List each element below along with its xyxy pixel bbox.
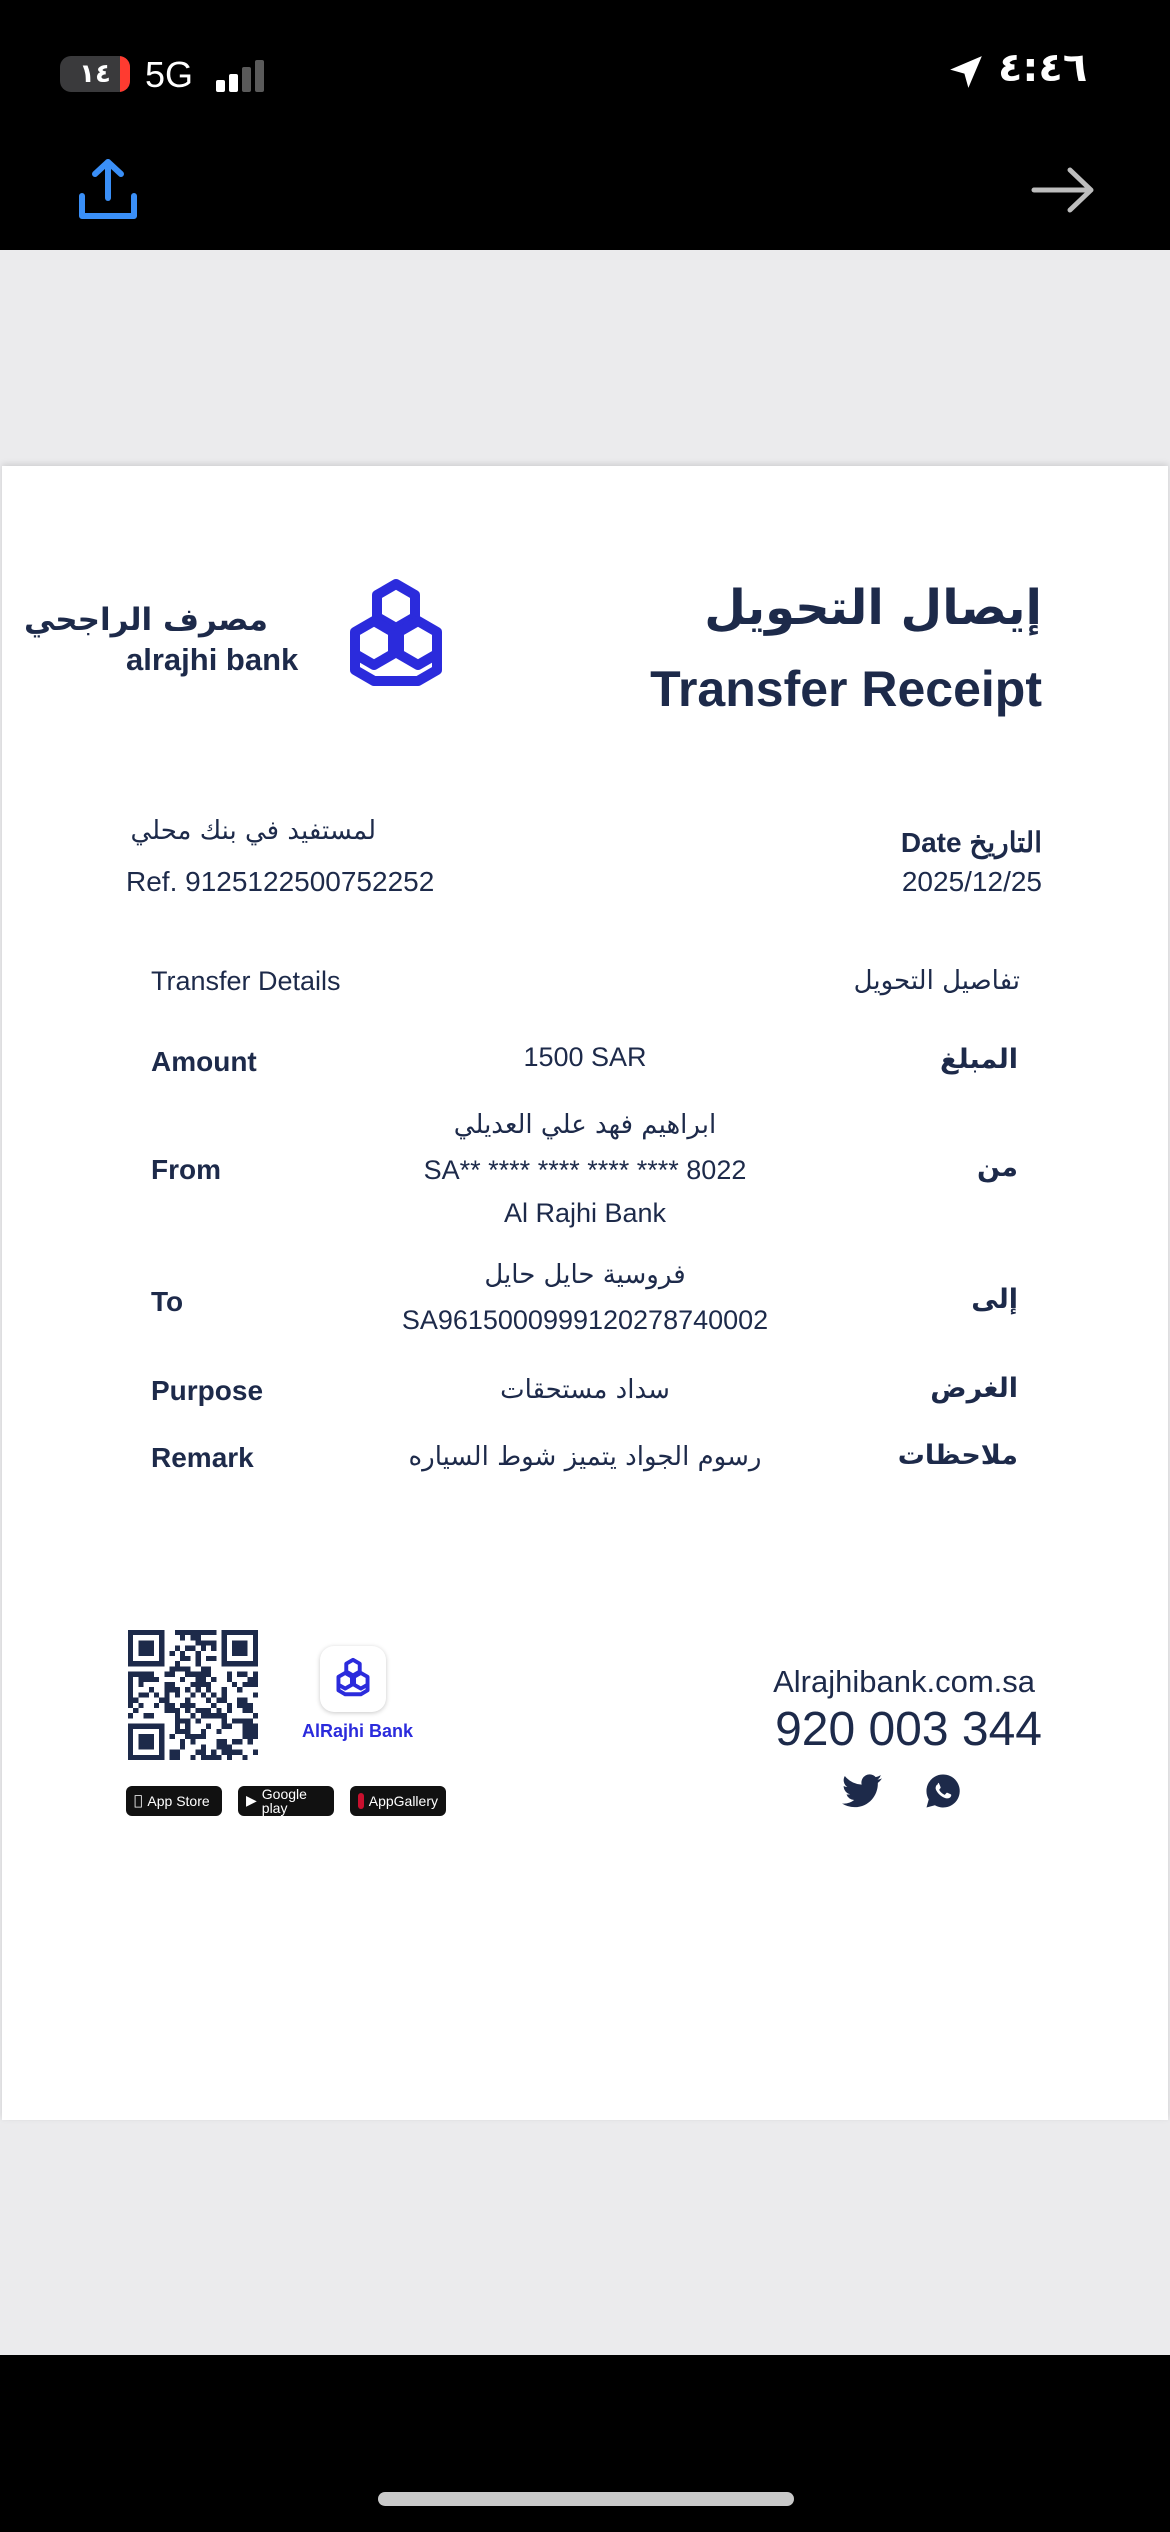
share-icon[interactable] bbox=[74, 156, 142, 224]
signal-icon bbox=[216, 60, 268, 92]
amount-label-arabic: المبلغ bbox=[940, 1044, 1018, 1075]
receipt-title-arabic: إيصال التحويل bbox=[704, 580, 1042, 636]
to-label-arabic: إلى bbox=[971, 1284, 1018, 1315]
from-label-arabic: من bbox=[976, 1152, 1018, 1183]
sender-iban: SA** **** **** **** **** 8022 bbox=[423, 1155, 747, 1185]
date-value: 2025/12/25 bbox=[901, 866, 1042, 897]
whatsapp-icon[interactable] bbox=[925, 1773, 961, 1809]
location-arrow-icon bbox=[947, 53, 985, 91]
huawei-icon bbox=[358, 1793, 364, 1809]
website-link[interactable]: Alrajhibank.com.sa bbox=[773, 1664, 1035, 1699]
receipt-title: Transfer Receipt bbox=[650, 661, 1042, 717]
twitter-icon[interactable] bbox=[842, 1774, 882, 1808]
play-icon: ▶ bbox=[246, 1793, 257, 1809]
from-label: From bbox=[151, 1154, 221, 1185]
bank-logo-arabic: مصرف الراجحي bbox=[23, 602, 268, 638]
purpose-label: Purpose bbox=[151, 1375, 264, 1406]
battery-level: ١٤ bbox=[79, 59, 111, 89]
alrajhi-logo-icon bbox=[334, 578, 458, 698]
arrow-right-icon[interactable] bbox=[1030, 165, 1096, 215]
to-label: To bbox=[151, 1286, 184, 1317]
transfer-details-heading: Transfer Details bbox=[151, 966, 341, 996]
app-name: AlRajhi Bank bbox=[302, 1721, 414, 1741]
amount-label: Amount bbox=[151, 1046, 257, 1077]
reference-number: Ref. 9125122500752252 bbox=[126, 866, 435, 897]
beneficiary-type: لمستفيد في بنك محلي bbox=[130, 816, 376, 846]
transfer-details-heading-arabic: تفاصيل التحويل bbox=[853, 966, 1020, 996]
home-indicator[interactable] bbox=[378, 2492, 794, 2506]
google-play-badge[interactable]: ▶ Google play bbox=[238, 1786, 334, 1816]
purpose-label-arabic: الغرض bbox=[930, 1373, 1018, 1404]
qr-code-icon[interactable] bbox=[128, 1630, 258, 1760]
status-time: ٤:٤٦ bbox=[998, 45, 1088, 91]
alrajhi-app-logo-icon bbox=[331, 1657, 375, 1701]
recipient-iban: SA9615000999120278740002 bbox=[401, 1305, 769, 1335]
phone-number[interactable]: 920 003 344 bbox=[775, 1703, 1042, 1756]
amount-value: 1500 SAR bbox=[523, 1042, 647, 1072]
app-store-badge[interactable]: App Store bbox=[126, 1786, 222, 1816]
remark-label: Remark bbox=[151, 1442, 254, 1473]
apple-icon bbox=[134, 1794, 142, 1808]
nav-bar bbox=[0, 140, 1170, 250]
network-type: 5G bbox=[145, 54, 194, 95]
bank-logo-english: alrajhi bank bbox=[126, 642, 299, 677]
battery-indicator bbox=[60, 56, 130, 92]
remark-label-arabic: ملاحظات bbox=[897, 1440, 1018, 1471]
purpose-value: سداد مستحقات bbox=[500, 1375, 670, 1405]
remark-value: رسوم الجواد يتميز شوط السياره bbox=[408, 1442, 762, 1472]
app-icon[interactable] bbox=[320, 1646, 386, 1712]
appgallery-badge[interactable]: AppGallery bbox=[350, 1786, 446, 1816]
recipient-name: فروسية حايل حايل bbox=[484, 1260, 686, 1290]
sender-name: ابراهيم فهد علي العديلي bbox=[453, 1110, 717, 1140]
date-label: Date التاريخ bbox=[900, 827, 1042, 858]
sender-bank: Al Rajhi Bank bbox=[503, 1198, 667, 1228]
